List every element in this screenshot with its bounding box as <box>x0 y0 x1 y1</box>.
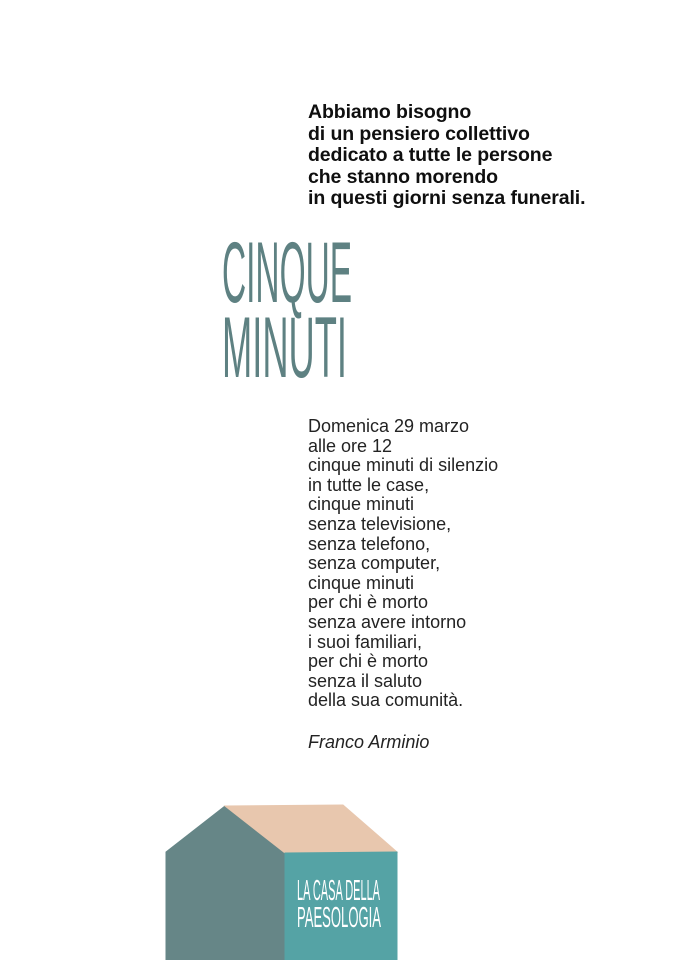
title-line-1: CINQUE <box>222 225 352 321</box>
title-line-2: MINUTI <box>222 300 347 396</box>
text-line: per chi è morto <box>308 651 429 672</box>
logo-text-line-2: PAESOLOGIA <box>297 902 382 934</box>
text-line: cinque minuti <box>308 572 415 593</box>
text-line: cinque minuti di silenzio <box>308 455 499 476</box>
text-line: di un pensiero collettivo <box>308 122 530 145</box>
logo-text-line-1: LA CASA DELLA <box>297 875 381 907</box>
text-line: senza telefono, <box>308 533 431 554</box>
casa-paesologia-logo <box>166 805 397 960</box>
text-line: che stanno morendo <box>308 165 498 188</box>
text-line: i suoi familiari, <box>308 631 423 652</box>
text-line: dedicato a tutte le persone <box>308 144 553 167</box>
text-line: senza televisione, <box>308 513 452 534</box>
text-line: per chi è morto <box>308 592 429 613</box>
text-line: senza il saluto <box>308 670 423 691</box>
text-line: Domenica 29 marzo <box>308 416 470 436</box>
text-line: in questi giorni senza funerali. <box>308 187 586 210</box>
text-line: Abbiamo bisogno <box>308 101 472 123</box>
text-line: alle ore 12 <box>308 435 393 456</box>
text-line: della sua comunità. <box>308 690 464 711</box>
text-line: senza computer, <box>308 553 441 574</box>
text-line: senza avere intorno <box>308 611 467 632</box>
text-line: cinque minuti <box>308 494 415 515</box>
text-line: in tutte le case, <box>308 474 430 495</box>
poem-author: Franco Arminio <box>308 732 430 752</box>
